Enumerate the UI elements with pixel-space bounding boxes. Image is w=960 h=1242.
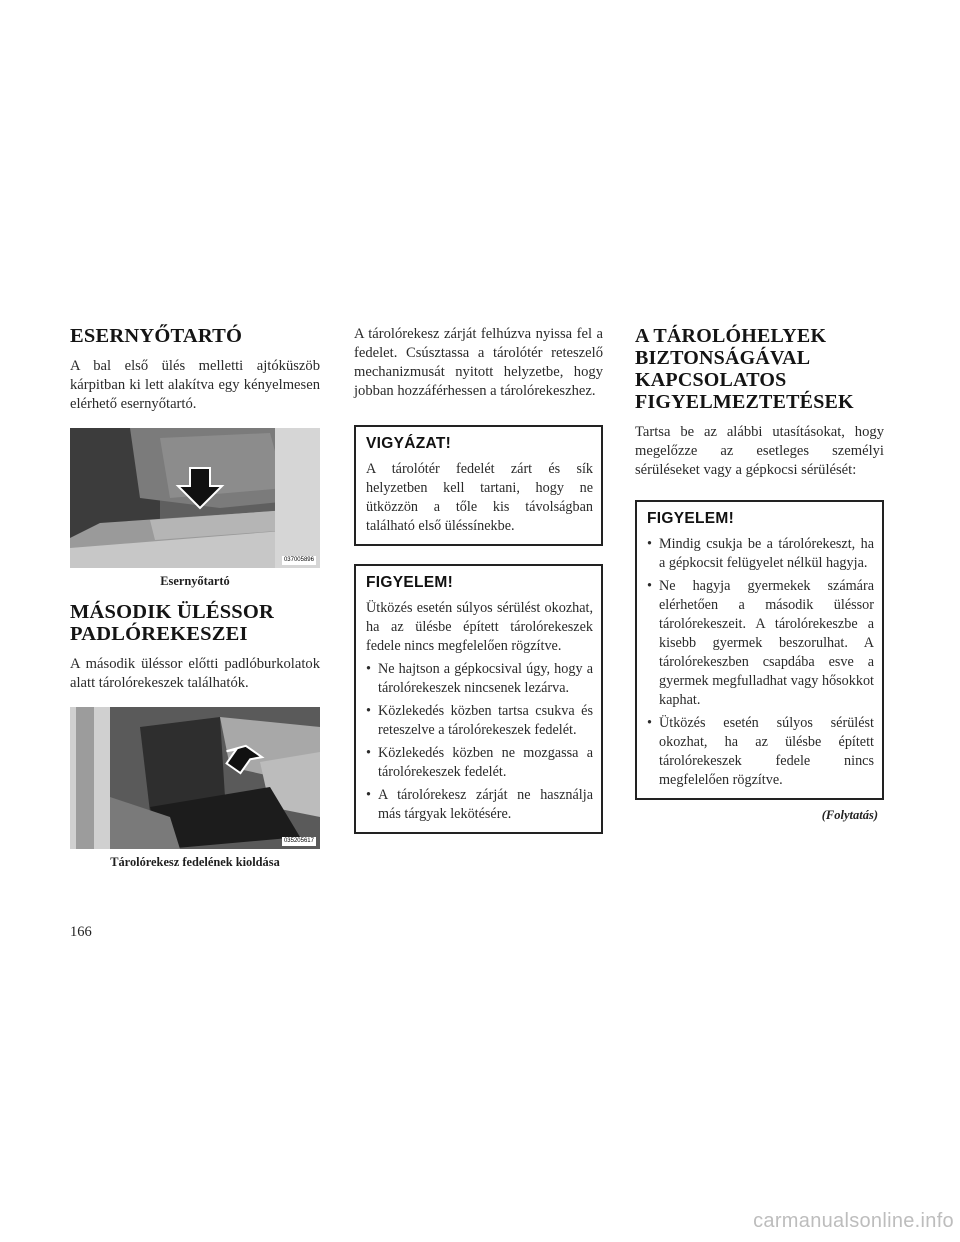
storage-bin-open-instructions: A tárolórekesz zárját felhúzva nyissa fel a fedelet. Csúsztassa a tárolótér reteszelő mechanizmusát nyitott helyzetbe, hogy jobban hozzáférhessen a tárolórekeszhez. [354,326,603,399]
list-item: • A tárolórekesz zárját ne használja más tárgyak lekötésére. [366,786,593,824]
page-number: 166 [70,924,92,940]
right-column [635,325,884,823]
section-heading-umbrella-holder: ESERNYŐTARTÓ [70,325,243,347]
storage-bin-photo [70,707,320,849]
list-item: • Ne hajtson a gépkocsival úgy, hogy a tárolórekeszek nincsenek lezárva. [366,660,593,698]
list-item: • Ne hagyja gyermekek számára elérhetően a második üléssor tárolórekeszeit. A tárolórekeszbe a kisebb gyermek beszorulhat. A tárolórekeszben csapdába esve a gyermek megfulladhat vagy hősokkot kaphat. [647,577,874,710]
warning-list [647,535,874,790]
section-heading-second-row-storage: MÁSODIK ÜLÉSSOR PADLÓREKESZEI [70,601,275,645]
left-column [70,325,320,870]
storage-safety-intro: Tartsa be az alábbi utasításokat, hogy megelőzze az esetleges személyi sérüléseket vagy a gépkocsi sérülését: [635,424,884,478]
figure-caption-storage-lid-release: Tárolórekesz fedelének kioldása [110,855,280,869]
warning-list [366,660,593,824]
warning-title: FIGYELEM! [366,574,454,591]
middle-column [354,325,603,834]
figure-caption-umbrella-holder: Esernyőtartó [160,574,230,588]
watermark: carmanualsonline.info [753,1210,954,1232]
caution-title: VIGYÁZAT! [366,435,452,452]
umbrella-holder-photo [70,428,320,568]
list-item: • Ütközés esetén súlyos sérülést okozhat, ha az ülésbe épített tárolórekeszek fedele nincs megfelelően rögzítve. [647,714,874,790]
warning-title: FIGYELEM! [647,510,735,527]
caution-box [354,425,603,546]
figure-code: 037005896 [283,557,314,563]
list-item: • Közlekedés közben ne mozgassa a tárolórekeszek fedelét. [366,744,593,782]
list-item: • Közlekedés közben tartsa csukva és reteszelve a tárolórekeszek fedelét. [366,702,593,740]
storage-bin-illustration [70,707,320,849]
figure-code: 035205617 [283,838,314,844]
list-item: • Mindig csukja be a tárolórekeszt, ha a gépkocsit felügyelet nélkül hagyja. [647,535,874,573]
warning-box [635,500,884,800]
warning-box [354,564,603,834]
umbrella-holder-text: A bal első ülés melletti ajtóküszöb kárpitban ki lett alakítva egy kényelmesen elérhető esernyőtartó. [70,358,320,412]
section-heading-storage-safety: A TÁROLÓHELYEK BIZTONSÁGÁVAL KAPCSOLATOS FIGYELMEZTETÉSEK [635,325,854,413]
second-row-storage-text: A második üléssor előtti padlóburkolatok alatt tárolórekeszek találhatók. [70,656,320,691]
warning-text: Ütközés esetén súlyos sérülést okozhat, ha az ülésbe épített tárolórekeszek fedele nincs megfelelően rögzítve. [366,600,593,654]
caution-text: A tárolótér fedelét zárt és sík helyzetben kell tartani, hogy ne ütközzön a tőle kis távolságban található első üléssínekbe. [366,461,593,534]
umbrella-holder-illustration [70,428,320,568]
continued-label: (Folytatás) [821,808,878,822]
